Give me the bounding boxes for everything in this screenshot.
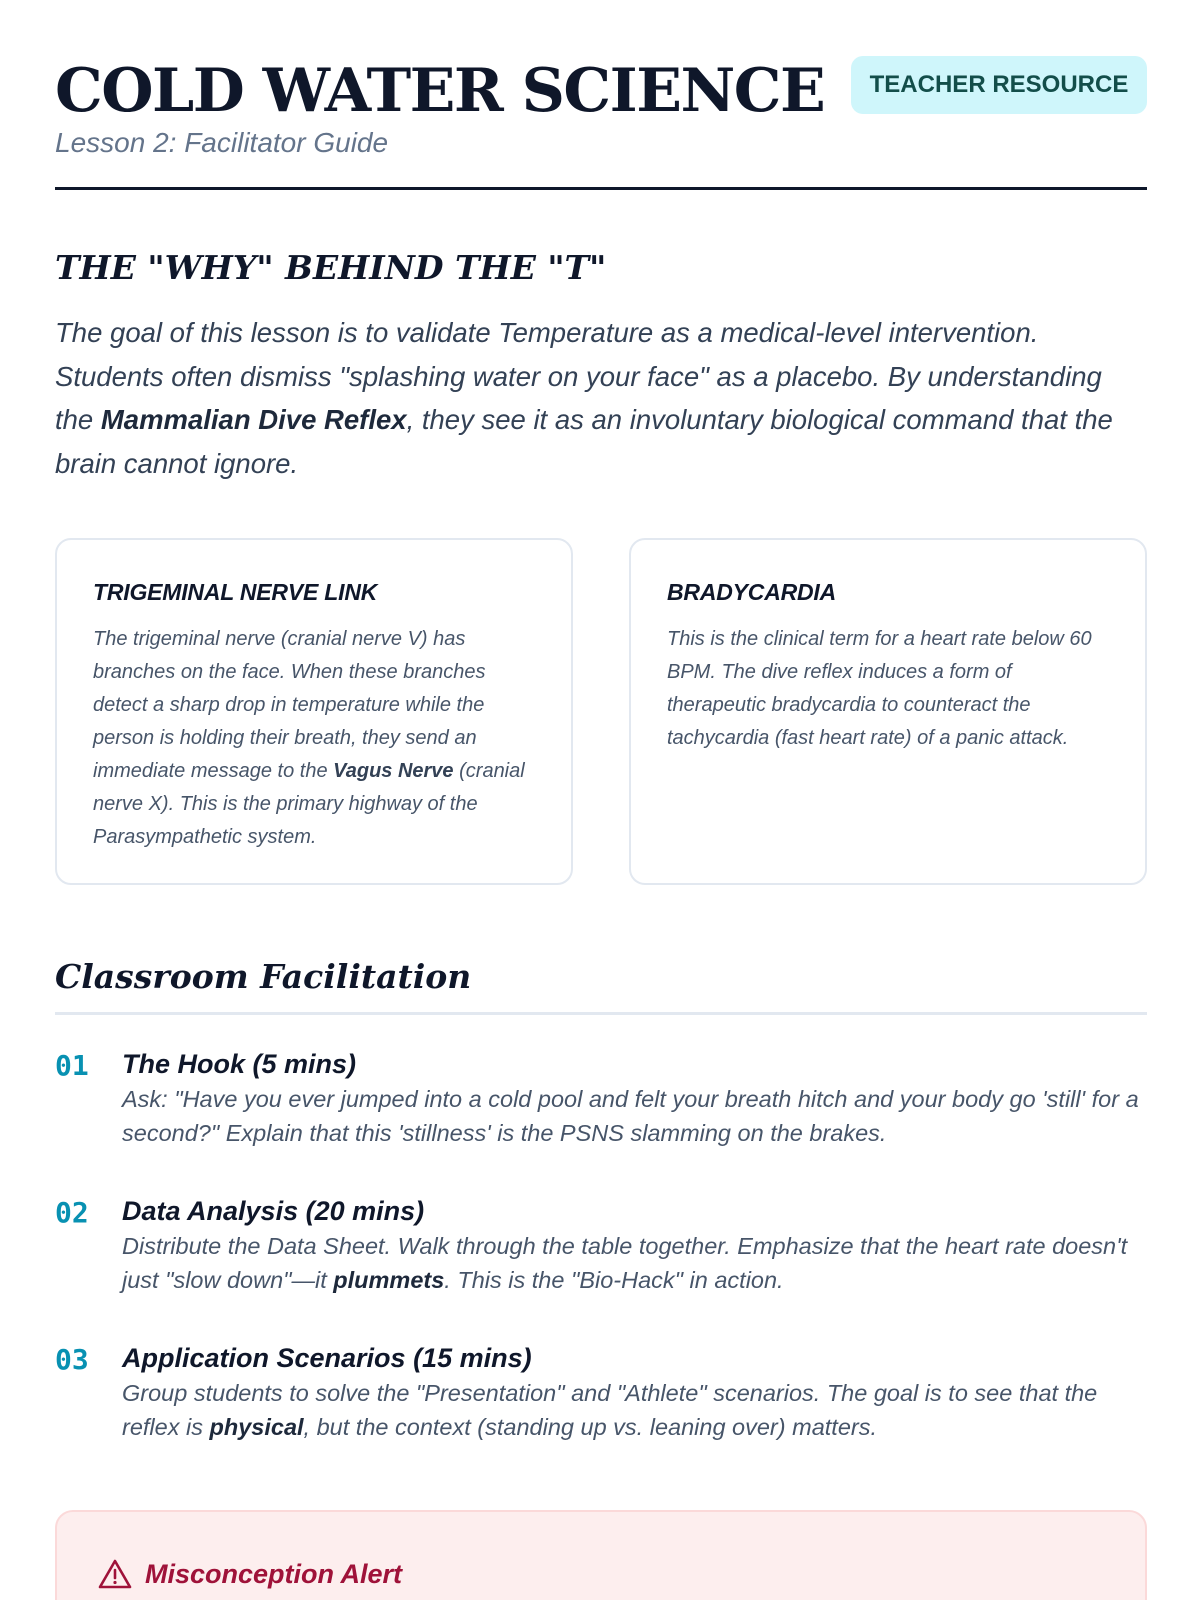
card-body-text-end: (cranial nerve X). This is the primary highway of the Parasympathetic system. bbox=[93, 760, 525, 848]
why-intro-emphasis: Mammalian Dive Reflex bbox=[100, 404, 407, 435]
facilitator-guide-page bbox=[55, 0, 1147, 1600]
step-title: The Hook (5 mins) bbox=[122, 1049, 357, 1079]
why-section-heading: THE "WHY" BEHIND THE "T" bbox=[55, 248, 607, 287]
why-intro-paragraph bbox=[55, 311, 1147, 485]
step-description bbox=[122, 1230, 1142, 1297]
document-header bbox=[55, 56, 1147, 190]
step-number: 01 bbox=[55, 1049, 89, 1082]
bradycardia-card bbox=[629, 538, 1147, 885]
why-intro-text-end: , they see it as an involuntary biological command that the brain cannot ignore. bbox=[55, 404, 1113, 479]
step-description bbox=[122, 1377, 1142, 1444]
trigeminal-nerve-card bbox=[55, 538, 573, 885]
document-subtitle: Lesson 2: Facilitator Guide bbox=[55, 127, 389, 158]
card-body: This is the clinical term for a heart rate below 60 BPM. The dive reflex induces a form of therapeutic bradycardia to counteract the tachycardia (fast heart rate) of a panic attack. bbox=[667, 628, 1092, 749]
step-description-text: Ask: "Have you ever jumped into a cold pool and felt your breath hitch and your body go 'still' for a second?" Explain that this 'stillness' is the PSNS slamming on the brakes. bbox=[122, 1086, 1139, 1146]
step-description-emphasis: physical bbox=[209, 1413, 304, 1440]
card-body-emphasis: Vagus Nerve bbox=[333, 760, 454, 782]
why-intro-text-start: The goal of this lesson is to validate Temperature as a medical-level intervention. Students often dismiss "splashing water on your face" as a placebo. By understanding the bbox=[55, 317, 1102, 435]
section-divider bbox=[55, 1012, 1147, 1015]
step-description-text-start: Group students to solve the "Presentation" and "Athlete" scenarios. The goal is to see that the reflex is bbox=[122, 1380, 1098, 1440]
card-title: TRIGEMINAL NERVE LINK bbox=[93, 579, 378, 605]
step-description-text-start: Distribute the Data Sheet. Walk through the table together. Emphasize that the heart rate doesn't just "slow down"—it bbox=[122, 1233, 1128, 1293]
step-number: 03 bbox=[55, 1343, 89, 1376]
card-title: BRADYCARDIA bbox=[667, 579, 837, 605]
step-description-emphasis: plummets bbox=[333, 1266, 445, 1293]
warning-triangle-icon bbox=[98, 1558, 132, 1590]
step-description-text-end: , but the context (standing up vs. leaning over) matters. bbox=[303, 1413, 877, 1440]
document-title: COLD WATER SCIENCE bbox=[55, 56, 825, 126]
card-body bbox=[93, 623, 537, 854]
step-title: Data Analysis (20 mins) bbox=[122, 1196, 425, 1226]
misconception-alert-box bbox=[55, 1510, 1147, 1600]
step-number: 02 bbox=[55, 1196, 89, 1229]
step-title: Application Scenarios (15 mins) bbox=[122, 1343, 532, 1373]
classroom-facilitation-heading: Classroom Facilitation bbox=[55, 957, 472, 996]
alert-title: Misconception Alert bbox=[145, 1559, 403, 1589]
step-description-text-end: . This is the "Bio-Hack" in action. bbox=[444, 1266, 784, 1293]
teacher-resource-badge: TEACHER RESOURCE bbox=[851, 56, 1147, 114]
card-body-text-start: The trigeminal nerve (cranial nerve V) has branches on the face. When these branches detect a sharp drop in temperature while the person is holding their breath, they send an immediate message to the bbox=[93, 628, 486, 782]
step-description bbox=[122, 1083, 1142, 1150]
